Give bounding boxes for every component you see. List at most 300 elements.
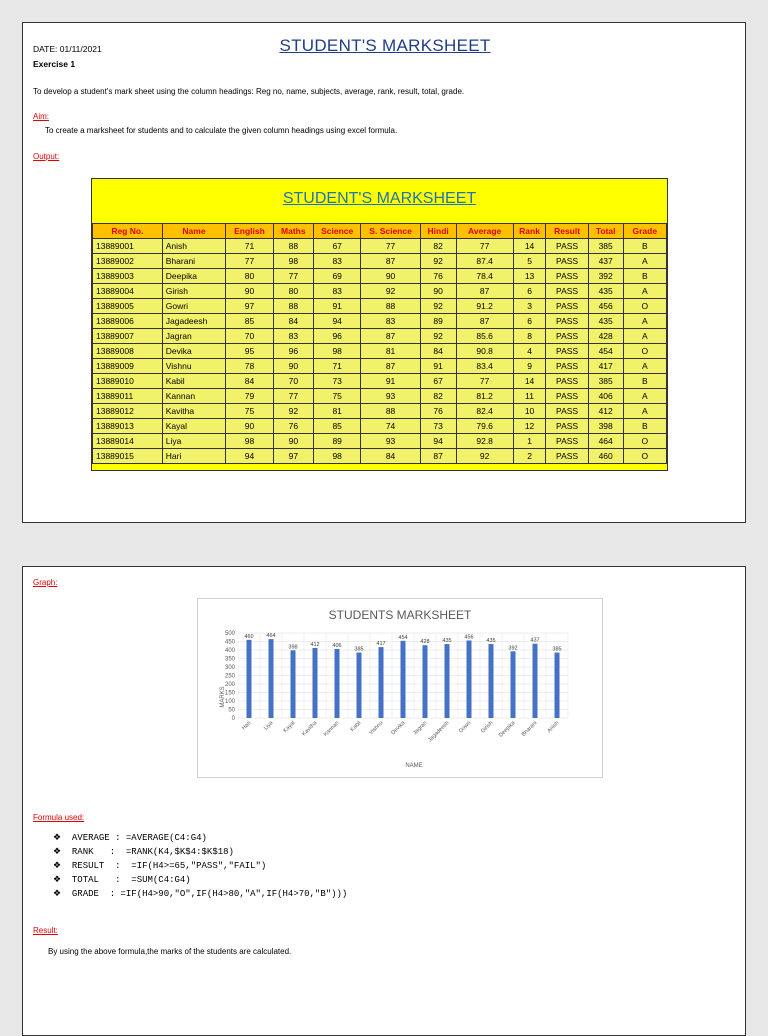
bullet-icon: ❖: [53, 875, 62, 885]
table-cell: 70: [226, 329, 274, 344]
table-cell: 10: [513, 404, 546, 419]
table-cell: A: [623, 314, 666, 329]
table-cell: 13889004: [93, 284, 163, 299]
table-cell: 94: [313, 314, 361, 329]
result-text: By using the above formula,the marks of the students are calculated.: [48, 947, 292, 956]
table-cell: 13889014: [93, 434, 163, 449]
table-cell: 13889001: [93, 239, 163, 254]
table-cell: 13889015: [93, 449, 163, 464]
table-cell: 78: [226, 359, 274, 374]
table-cell: Girish: [162, 284, 225, 299]
table-cell: 90: [226, 284, 274, 299]
table-cell: Jagadeesh: [162, 314, 225, 329]
table-cell: 76: [420, 404, 456, 419]
table-cell: 73: [420, 419, 456, 434]
table-cell: Kavitha: [162, 404, 225, 419]
exercise-label: Exercise 1: [33, 59, 76, 69]
y-tick-label: 450: [224, 639, 235, 646]
table-cell: PASS: [546, 269, 588, 284]
table-cell: 398: [588, 419, 623, 434]
table-cell: B: [623, 269, 666, 284]
table-cell: 88: [273, 239, 313, 254]
table-cell: 5: [513, 254, 546, 269]
table-cell: 97: [273, 449, 313, 464]
table-cell: 13889011: [93, 389, 163, 404]
date-text: DATE: 01/11/2021: [33, 44, 102, 54]
table-cell: 85.6: [456, 329, 513, 344]
bullet-icon: ❖: [53, 889, 62, 899]
table-cell: Kabil: [162, 374, 225, 389]
table-cell: 83: [361, 314, 420, 329]
formula-item: [53, 859, 347, 873]
table-cell: 428: [588, 329, 623, 344]
bar-jagran: [423, 645, 428, 718]
table-cell: 69: [313, 269, 361, 284]
table-cell: 88: [273, 299, 313, 314]
chart-title: STUDENTS MARKSHEET: [328, 608, 472, 622]
table-cell: 90: [273, 434, 313, 449]
table-cell: 94: [420, 434, 456, 449]
table-row: [93, 314, 667, 329]
bar-jagadeesh: [445, 644, 450, 718]
table-cell: PASS: [546, 314, 588, 329]
table-cell: Kannan: [162, 389, 225, 404]
data-label: 392: [508, 645, 518, 652]
data-label: 437: [530, 637, 540, 644]
table-cell: 70: [273, 374, 313, 389]
table-cell: O: [623, 299, 666, 314]
bar-bharani: [533, 644, 538, 718]
y-tick-label: 100: [224, 699, 235, 705]
table-cell: 83.4: [456, 359, 513, 374]
x-tick-label: Jagran: [412, 720, 429, 737]
table-cell: 98: [313, 344, 361, 359]
table-cell: 91: [361, 374, 420, 389]
data-label: 454: [398, 634, 408, 641]
table-cell: 90.8: [456, 344, 513, 359]
column-header: Hindi: [420, 224, 456, 239]
x-tick-label: Kavitha: [301, 720, 319, 738]
bar-girish: [489, 644, 494, 718]
table-cell: 93: [361, 434, 420, 449]
table-cell: 85: [313, 419, 361, 434]
table-cell: Liya: [162, 434, 225, 449]
table-cell: 84: [273, 314, 313, 329]
table-cell: 12: [513, 419, 546, 434]
x-tick-label: Deepika: [497, 720, 517, 739]
column-header: Total: [588, 224, 623, 239]
table-cell: 4: [513, 344, 546, 359]
page-2: [22, 566, 746, 1036]
bar-chart: [198, 599, 602, 777]
table-cell: 87: [361, 359, 420, 374]
table-cell: PASS: [546, 254, 588, 269]
y-tick-label: 300: [224, 665, 235, 671]
bar-kayal: [291, 650, 296, 718]
data-label: 398: [288, 644, 298, 651]
table-cell: 13889005: [93, 299, 163, 314]
table-cell: 406: [588, 389, 623, 404]
x-tick-label: Bharani: [520, 720, 539, 738]
table-cell: 417: [588, 359, 623, 374]
table-cell: A: [623, 329, 666, 344]
bullet-icon: ❖: [53, 833, 62, 843]
table-cell: 80: [273, 284, 313, 299]
table-cell: 460: [588, 449, 623, 464]
graph-label: Graph:: [33, 578, 58, 587]
table-cell: 98: [226, 434, 274, 449]
page-title: STUDENT'S MARKSHEET: [279, 36, 491, 55]
table-cell: PASS: [546, 434, 588, 449]
formula-text: TOTAL : =SUM(C4:G4): [71, 875, 191, 885]
table-cell: 13889006: [93, 314, 163, 329]
table-cell: 6: [513, 284, 546, 299]
table-cell: 77: [273, 389, 313, 404]
table-cell: PASS: [546, 284, 588, 299]
table-cell: 75: [313, 389, 361, 404]
table-cell: 83: [313, 254, 361, 269]
table-cell: 88: [361, 404, 420, 419]
table-row: [93, 359, 667, 374]
table-cell: 90: [361, 269, 420, 284]
data-label: 435: [442, 638, 452, 645]
y-tick-label: 200: [224, 682, 235, 688]
x-tick-label: Anish: [546, 720, 561, 735]
bar-gowri: [467, 640, 472, 718]
table-cell: 82.4: [456, 404, 513, 419]
output-label: Output:: [33, 152, 60, 161]
table-cell: 90: [273, 359, 313, 374]
table-cell: 92.8: [456, 434, 513, 449]
table-row: [93, 299, 667, 314]
table-cell: 98: [273, 254, 313, 269]
table-cell: PASS: [546, 449, 588, 464]
table-row: [93, 239, 667, 254]
marks-table: [92, 223, 667, 464]
bar-kavitha: [313, 648, 318, 718]
table-cell: 92: [420, 299, 456, 314]
table-cell: 76: [273, 419, 313, 434]
table-cell: 83: [313, 284, 361, 299]
table-cell: 89: [313, 434, 361, 449]
data-label: 464: [266, 633, 276, 640]
table-cell: 96: [313, 329, 361, 344]
table-cell: PASS: [546, 344, 588, 359]
y-tick-label: 500: [224, 631, 235, 637]
table-cell: B: [623, 239, 666, 254]
table-cell: 454: [588, 344, 623, 359]
table-cell: 90: [226, 419, 274, 434]
table-cell: 13889012: [93, 404, 163, 419]
table-cell: PASS: [546, 239, 588, 254]
x-tick-label: Liya: [263, 720, 275, 732]
table-cell: 91.2: [456, 299, 513, 314]
table-cell: 92: [456, 449, 513, 464]
table-cell: PASS: [546, 404, 588, 419]
formula-label: Formula used:: [33, 813, 85, 822]
x-axis-label: NAME: [405, 763, 423, 769]
table-cell: Bharani: [162, 254, 225, 269]
y-tick-label: 250: [224, 673, 235, 680]
data-label: 412: [310, 641, 320, 648]
table-cell: 13889002: [93, 254, 163, 269]
data-label: 406: [332, 642, 342, 649]
table-header-row: [93, 224, 667, 239]
data-label: 385: [552, 646, 562, 653]
table-cell: 13889003: [93, 269, 163, 284]
table-cell: 96: [273, 344, 313, 359]
table-cell: 71: [226, 239, 274, 254]
table-row: [93, 434, 667, 449]
table-cell: 87: [456, 314, 513, 329]
x-tick-label: Devika: [390, 720, 407, 737]
column-header: English: [226, 224, 274, 239]
table-cell: 2: [513, 449, 546, 464]
table-row: [93, 389, 667, 404]
y-tick-label: 0: [231, 716, 235, 722]
table-cell: 93: [361, 389, 420, 404]
table-cell: 437: [588, 254, 623, 269]
table-cell: 84: [226, 374, 274, 389]
x-tick-label: Vishnu: [368, 720, 385, 737]
table-cell: 3: [513, 299, 546, 314]
table-cell: A: [623, 404, 666, 419]
table-cell: 95: [226, 344, 274, 359]
column-header: Name: [162, 224, 225, 239]
table-cell: 9: [513, 359, 546, 374]
table-cell: PASS: [546, 299, 588, 314]
table-cell: Jagran: [162, 329, 225, 344]
x-tick-label: Kayal: [282, 720, 297, 735]
table-cell: PASS: [546, 419, 588, 434]
bar-kannan: [335, 649, 340, 718]
table-cell: 87: [361, 254, 420, 269]
table-cell: 81: [313, 404, 361, 419]
column-header: Rank: [513, 224, 546, 239]
data-label: 417: [376, 641, 386, 648]
table-cell: 87: [456, 284, 513, 299]
x-tick-label: Kannan: [322, 720, 341, 738]
table-cell: Anish: [162, 239, 225, 254]
table-cell: PASS: [546, 359, 588, 374]
table-cell: 84: [361, 449, 420, 464]
data-label: 460: [244, 633, 254, 640]
table-cell: 87: [361, 329, 420, 344]
column-header: Reg No.: [93, 224, 163, 239]
table-cell: Kayal: [162, 419, 225, 434]
table-row: [93, 344, 667, 359]
column-header: S. Science: [361, 224, 420, 239]
table-cell: 13889009: [93, 359, 163, 374]
table-cell: 85: [226, 314, 274, 329]
x-tick-label: Hari: [241, 720, 253, 732]
table-cell: A: [623, 254, 666, 269]
table-cell: 82: [420, 389, 456, 404]
aim-text: To create a marksheet for students and to calculate the given column headings using excel formula.: [45, 126, 398, 135]
table-cell: A: [623, 389, 666, 404]
formula-text: RANK : =RANK(K4,$K$4:$K$18): [71, 847, 234, 857]
table-cell: 82: [420, 239, 456, 254]
bar-hari: [247, 640, 252, 718]
x-tick-label: Girish: [480, 720, 495, 735]
y-tick-label: 400: [224, 648, 235, 654]
table-row: [93, 419, 667, 434]
table-cell: Devika: [162, 344, 225, 359]
table-cell: 98: [313, 449, 361, 464]
table-cell: 14: [513, 239, 546, 254]
table-cell: 74: [361, 419, 420, 434]
table-cell: 75: [226, 404, 274, 419]
formula-list: [53, 831, 347, 901]
table-cell: B: [623, 419, 666, 434]
table-cell: 87: [420, 449, 456, 464]
table-cell: 81: [361, 344, 420, 359]
y-tick-label: 150: [224, 690, 235, 697]
y-axis-label: MARKS: [220, 686, 226, 708]
table-cell: 385: [588, 239, 623, 254]
table-cell: PASS: [546, 374, 588, 389]
formula-text: RESULT : =IF(H4>=65,"PASS","FAIL"): [71, 861, 267, 871]
aim-label: Aim:: [33, 112, 49, 121]
table-cell: 97: [226, 299, 274, 314]
table-cell: 92: [420, 254, 456, 269]
table-cell: 1: [513, 434, 546, 449]
table-cell: 89: [420, 314, 456, 329]
marksheet-sheet: [91, 178, 668, 471]
table-cell: 456: [588, 299, 623, 314]
intro-text: To develop a student's mark sheet using the column headings: Reg no, name, subjects, average, rank, result, total, grade.: [33, 87, 465, 96]
y-tick-label: 50: [228, 707, 235, 714]
table-cell: 392: [588, 269, 623, 284]
table-cell: 11: [513, 389, 546, 404]
table-cell: 87.4: [456, 254, 513, 269]
table-cell: 88: [361, 299, 420, 314]
bar-devika: [401, 641, 406, 718]
data-label: 428: [420, 639, 430, 646]
table-cell: 83: [273, 329, 313, 344]
table-cell: Gowri: [162, 299, 225, 314]
formula-item: [53, 873, 347, 887]
table-cell: 91: [420, 359, 456, 374]
table-cell: 91: [313, 299, 361, 314]
table-cell: 77: [273, 269, 313, 284]
table-cell: 435: [588, 284, 623, 299]
table-cell: 13889010: [93, 374, 163, 389]
table-row: [93, 329, 667, 344]
table-cell: 13889013: [93, 419, 163, 434]
table-cell: 13889008: [93, 344, 163, 359]
column-header: Grade: [623, 224, 666, 239]
column-header: Result: [546, 224, 588, 239]
table-cell: Hari: [162, 449, 225, 464]
table-cell: 79.6: [456, 419, 513, 434]
x-tick-label: Kabil: [349, 720, 363, 734]
formula-text: AVERAGE : =AVERAGE(C4:G4): [71, 833, 207, 843]
table-cell: PASS: [546, 389, 588, 404]
chart-container: [197, 598, 603, 778]
table-cell: 435: [588, 314, 623, 329]
table-cell: A: [623, 359, 666, 374]
bar-vishnu: [379, 647, 384, 718]
table-cell: 71: [313, 359, 361, 374]
table-cell: B: [623, 374, 666, 389]
bar-anish: [555, 653, 560, 718]
table-cell: Vishnu: [162, 359, 225, 374]
table-cell: 76: [420, 269, 456, 284]
table-cell: 13889007: [93, 329, 163, 344]
formula-item: [53, 831, 347, 845]
table-cell: 94: [226, 449, 274, 464]
bullet-icon: ❖: [53, 861, 62, 871]
table-row: [93, 404, 667, 419]
data-label: 456: [464, 634, 474, 641]
table-cell: 77: [361, 239, 420, 254]
result-label: Result:: [33, 926, 58, 935]
table-cell: 412: [588, 404, 623, 419]
table-cell: 78.4: [456, 269, 513, 284]
data-label: 435: [486, 638, 496, 645]
table-cell: Deepika: [162, 269, 225, 284]
table-row: [93, 374, 667, 389]
page-1: [22, 22, 746, 523]
table-cell: O: [623, 449, 666, 464]
table-cell: 6: [513, 314, 546, 329]
column-header: Maths: [273, 224, 313, 239]
bar-liya: [269, 639, 274, 718]
sheet-title: STUDENT'S MARKSHEET: [282, 190, 477, 207]
table-row: [93, 449, 667, 464]
column-header: Average: [456, 224, 513, 239]
table-cell: 81.2: [456, 389, 513, 404]
table-cell: 13: [513, 269, 546, 284]
table-cell: O: [623, 344, 666, 359]
table-row: [93, 269, 667, 284]
table-cell: A: [623, 284, 666, 299]
x-tick-label: Gowri: [458, 720, 473, 735]
data-label: 385: [354, 646, 364, 653]
table-cell: 92: [361, 284, 420, 299]
table-cell: 92: [273, 404, 313, 419]
table-cell: 90: [420, 284, 456, 299]
table-cell: 77: [456, 239, 513, 254]
table-cell: 67: [420, 374, 456, 389]
bar-deepika: [511, 651, 516, 718]
table-row: [93, 254, 667, 269]
table-cell: 77: [226, 254, 274, 269]
table-cell: 14: [513, 374, 546, 389]
table-cell: 92: [420, 329, 456, 344]
table-cell: 73: [313, 374, 361, 389]
table-cell: 84: [420, 344, 456, 359]
table-cell: O: [623, 434, 666, 449]
bullet-icon: ❖: [53, 847, 62, 857]
column-header: Science: [313, 224, 361, 239]
table-cell: 385: [588, 374, 623, 389]
bar-kabil: [357, 653, 362, 718]
y-tick-label: 350: [224, 656, 235, 663]
table-row: [93, 284, 667, 299]
formula-item: [53, 887, 347, 901]
table-cell: 464: [588, 434, 623, 449]
x-tick-label: Jagadeesh: [427, 720, 451, 744]
table-cell: 67: [313, 239, 361, 254]
formula-text: GRADE : =IF(H4>90,"O",IF(H4>80,"A",IF(H4>70,"B"))): [71, 889, 348, 899]
formula-item: [53, 845, 347, 859]
table-cell: 79: [226, 389, 274, 404]
table-cell: 8: [513, 329, 546, 344]
table-cell: PASS: [546, 329, 588, 344]
table-cell: 80: [226, 269, 274, 284]
